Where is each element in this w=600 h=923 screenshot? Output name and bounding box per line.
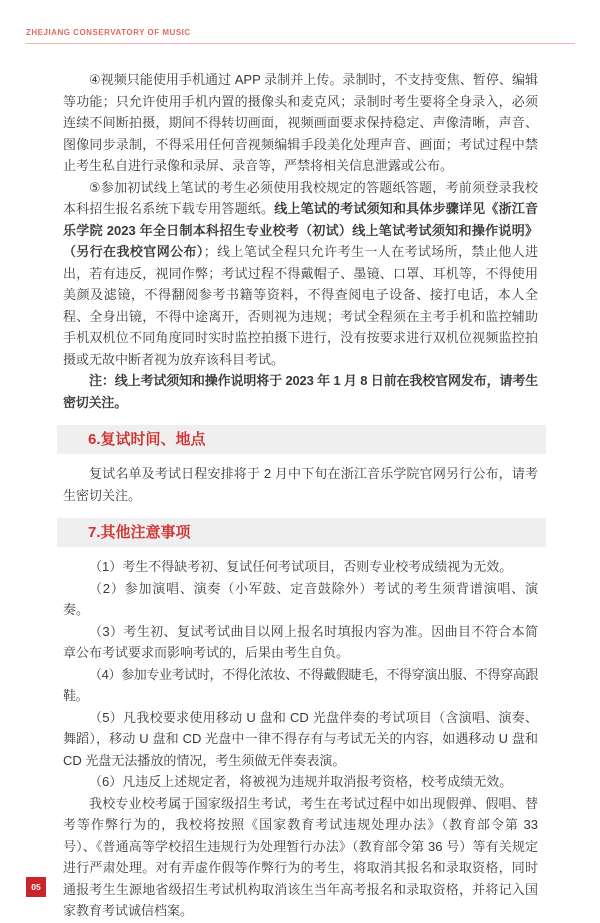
notice-item-6: （6）凡违反上述规定者，将被视为违规并取消报考资格，校考成绩无效。 — [89, 774, 513, 789]
section-7-heading: 7.其他注意事项 — [57, 518, 546, 547]
paragraph-video-rules: ④视频只能使用手机通过 APP 录制并上传。录制时，不支持变焦、暂停、编辑等功能；只允许使用手机内置的摄像头和麦克风；录制时考生要将全身录入，必须连续不间断拍摄，期间不得转切画面，视频画面要求保持稳定、声像清晰，声音、图像同步录制，不得采用任何音视频编辑手段美化处理声音、画面；考试过程中禁止考生私自进行录像和录屏、录音等，严禁将相关信息泄露或公布。 — [63, 72, 538, 173]
written-exam-bold-reference: 线上笔试的考试须知和具体步骤详见《浙江音乐学院 2023 年全日制本科招生专业校考（初试）线上笔试考试须知和操作说明》（另行在我校官网公布） — [63, 201, 538, 259]
written-exam-text-start: ⑤参加初试线上笔试的考生必须使用我校规定的答题纸答题，考前须登录我校本科招生报名系统下载专用答题纸。 — [63, 179, 538, 216]
notice-item-3: （3）考生初、复试考试曲目以网上报名时填报内容为准。因曲目不符合本简章公布考试要求而影响考试的，后果由考生自负。 — [63, 623, 538, 660]
section-6-heading: 6.复试时间、地点 — [57, 425, 546, 454]
paragraph-written-exam — [63, 177, 538, 371]
institution-name: ZHEJIANG CONSERVATORY OF MUSIC — [26, 28, 191, 37]
notice-item-5: （5）凡我校要求使用移动 U 盘和 CD 光盘伴奏的考试项目（含演唱、演奏、舞蹈），移动 U 盘和 CD 光盘中一律不得存有与考试无关的内容，如遇移动 U 盘和 CD 光盘无法播放的情况，考生须做无伴奏表演。 — [63, 709, 538, 768]
notice-item-2: （2）参加演唱、演奏（小军鼓、定音鼓除外）考试的考生须背谱演唱、演奏。 — [63, 580, 538, 617]
notice-item-4: （4）参加专业考试时，不得化浓妆、不得戴假睫毛，不得穿演出服、不得穿高跟鞋。 — [63, 666, 538, 703]
document-body — [0, 44, 600, 922]
note-line: 注：线上考试须知和操作说明将于 2023 年 1 月 8 日前在我校官网发布，请考生密切关注。 — [63, 373, 538, 410]
closing-paragraph: 我校专业校考属于国家级招生考试，考生在考试过程中如出现假弹、假唱、替考等作弊行为的，我校将按照《国家教育考试违规处理办法》（教育部令第 33 号）、《普通高等学校招生违规行为处理暂行办法》（教育部令第 36 号）等有关规定进行严肃处理。对有弄虚作假等作弊行为的考生，将取消其报名和录取资格，同时通报考生生源地省级招生考试机构取消该生当年高考报名和录取资格，并将记入国家教育考试诚信档案。 — [63, 795, 538, 918]
page-number-badge: 05 — [26, 877, 46, 897]
page-header — [0, 0, 600, 44]
written-exam-text-end: ；线上笔试全程只允许考生一人在考试场所，禁止他人进出，若有违反，视同作弊；考试过程不得戴帽子、墨镜、口罩、耳机等，不得使用美颜及滤镜，不得翻阅参考书籍等资料，不得查阅电子设备、接打电话，本人全程、全身出镜，不得中途离开，否则视为违规；考试全程须在主考手机和监控辅助手机双机位不同角度同时实时监控拍摄下进行，没有按要求进行双机位视频监控拍摄或无故中断者视为放弃该科目考试。 — [63, 244, 538, 367]
notice-item-1: （1）考生不得缺考初、复试任何考试项目，否则专业校考成绩视为无效。 — [89, 559, 513, 574]
section-6-paragraph: 复试名单及考试日程安排将于 2 月中下旬在浙江音乐学院官网另行公布，请考生密切关注。 — [63, 466, 538, 503]
